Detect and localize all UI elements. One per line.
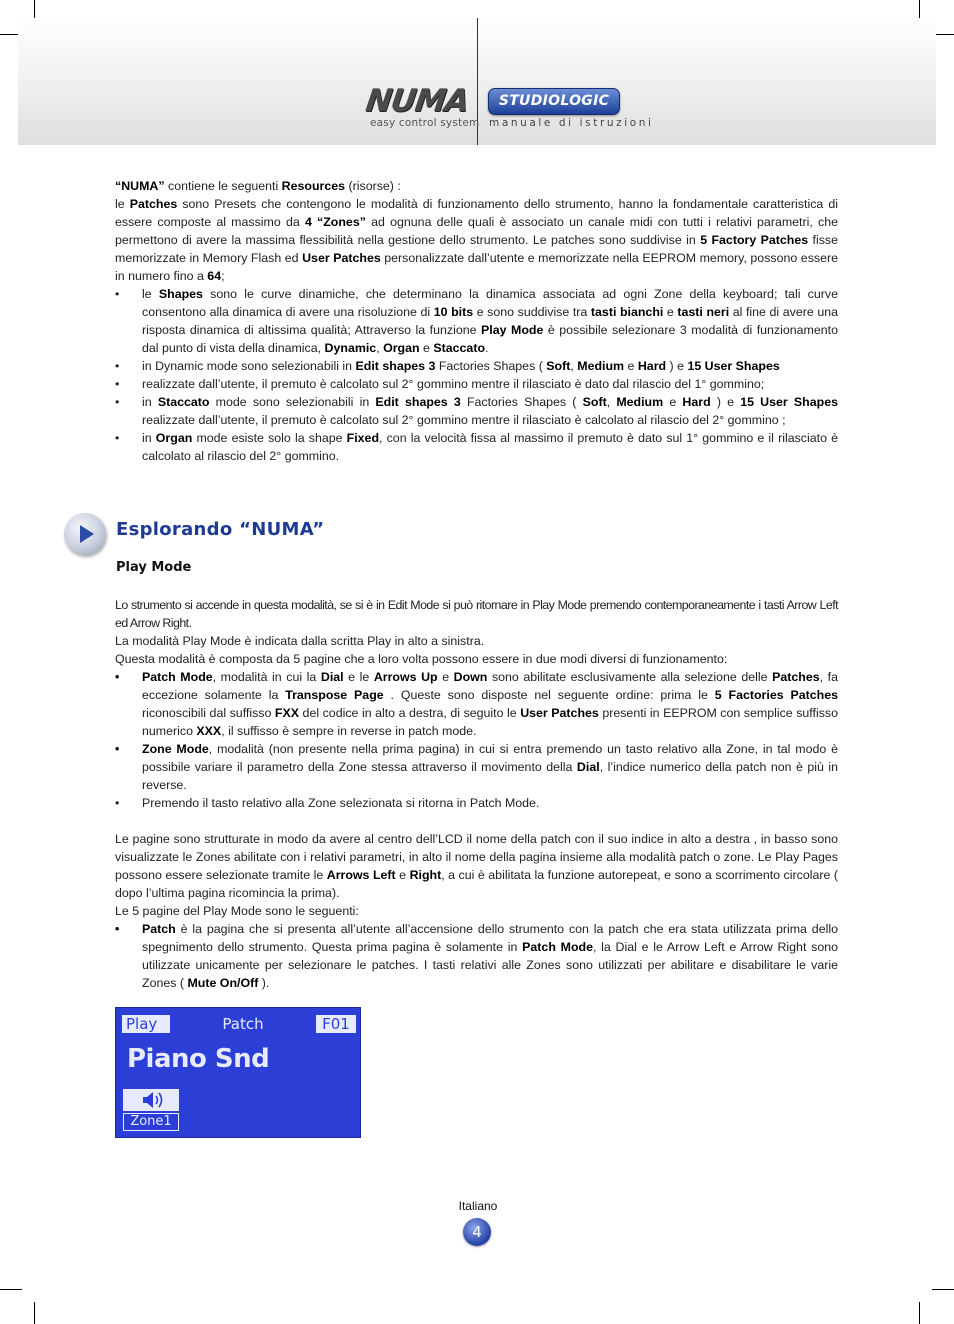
speaker-icon (123, 1089, 179, 1111)
bold-term: Right (409, 868, 442, 882)
list-item-text: in Staccato mode sono selezionabili in Edit shapes 3 Factories Shapes ( Soft, Medium e Hard ) e 15 User Shapes realizzate dall’utente, il premuto è calcolato sul 2° gommino mentre il rilasciato è calcolato al rilascio del 2° gommino ; (142, 395, 838, 427)
paragraph: Lo strumento si accende in questa modalità, se si è in Edit Mode si può ritornare in Play Mode premendo contemporaneamente i tasti Arrow Left ed Arrow Right. (115, 598, 838, 630)
list-item (115, 357, 838, 375)
bold-term: User Patches (302, 251, 381, 265)
bold-term: FXX (274, 706, 300, 720)
bullet-marker: • (115, 359, 120, 373)
crop-mark (932, 1289, 954, 1290)
bold-term: Soft (582, 395, 607, 409)
bold-term: Soft (546, 359, 571, 373)
resources-term: Resources (281, 179, 346, 193)
bold-term: Hard (682, 395, 711, 409)
bold-term: Dial (576, 760, 600, 774)
bold-term: Play Mode (481, 323, 544, 337)
bullet-marker: • (115, 287, 120, 301)
bold-term: 64 (207, 269, 222, 283)
bullet-marker: • (115, 922, 120, 936)
spacer (115, 812, 838, 830)
list-item-text: Patch è la pagina che si presenta all’utente all’accensione dello strumento con la patch che era stata utilizzata prima dello spegnimento dello strumento. Questa prima pagina è solamente in Patch Mode, la Dial e le Arrow Left e Arrow Right sono utilizzate unicamente per selezionare le patches. I tasti relativi alle Zones sono utilizzati per abilitare e disabilitare le varie Zones ( Mute On/Off ). (142, 922, 838, 990)
list-item (115, 794, 838, 812)
text-span: contiene le seguenti (164, 179, 282, 193)
resources-line (115, 177, 838, 195)
paragraph: Le pagine sono strutturate in modo da avere al centro dell’LCD il nome della patch con il suo indice in alto a destra , in basso sono visualizzate le Zones abilitate con i relativi parametri, in alto il nome della pagina insieme alla modalità patch o zone. Le Play Pages possono essere selezionate tramite le Arrows Left e Right, a cui è abilitata la funzione autorepeat, e sono a scorrimento circolare ( dopo l’ultima pagina ricomincia la prima). (115, 832, 839, 900)
bold-term: Organ (155, 431, 193, 445)
bold-term: 5 Factories Patches (714, 688, 838, 702)
lcd-mode-label: Play (122, 1015, 170, 1033)
bold-term: Medium (577, 359, 625, 373)
bold-term: 4 “Zones” (304, 215, 366, 229)
bold-term: tasti neri (677, 305, 730, 319)
lcd-zone-label: Zone1 (123, 1113, 179, 1131)
bold-term: Edit shapes 3 (355, 359, 436, 373)
shapes-list (115, 285, 838, 465)
studiologic-logo: STUDIOLOGIC (488, 88, 620, 115)
paragraph: Questa modalità è composta da 5 pagine che a loro volta possono essere in due modi diversi di funzionamento: (115, 652, 728, 666)
list-item (115, 375, 838, 393)
list-item-text: Zone Mode, modalità (non presente nella prima pagina) in cui si entra premendo un tasto relativo alla Zone, in tal modo è possibile variare il parametro della Zone stessa attraverso il movimento della Dial, l’indice numerico della patch non è più in reverse. (142, 742, 838, 792)
list-item-text: le Shapes sono le curve dinamiche, che determinano la dinamica associata ad ogni Zone della keyboard; tali curve consentono alla dinamica di avere una risoluzione di 10 bits e sono suddivise tra tasti bianchi e tasti neri al fine di avere una risposta dinamica di altissima qualità; Attraverso la funzione Play Mode è possibile selezionare 3 modalità di funzionamento dal punto di vista della dinamica, Dynamic, Organ e Staccato. (142, 287, 838, 355)
play-arrow-icon (64, 513, 106, 555)
bold-term: tasti bianchi (590, 305, 664, 319)
bold-term: Dial (320, 670, 344, 684)
bullet-marker: • (115, 742, 120, 756)
bullet-marker: • (115, 395, 120, 409)
bold-term: Dynamic (324, 341, 377, 355)
logo-tagline: easy control system (370, 117, 480, 129)
patches-paragraph: le Patches sono Presets che contengono le modalità di funzionamento dello strumento, hanno la fondamentale caratteristica di essere composte al massimo da 4 “Zones” ad ognuna delle quali è associato un canale midi con tutti i relativi parametri, che permettono di avere la massima flessibilità nella gestione dello strumento. Le patches sono suddivise in 5 Factory Patches fisse memorizzate in Memory Flash ed User Patches personalizzate dall’utente e memorizzate nella EEPROM memory, possono essere in numero fino a 64; (115, 197, 839, 283)
list-item (115, 920, 838, 992)
bold-term: Down (453, 670, 488, 684)
bold-term: Zone Mode (142, 742, 209, 756)
bold-term: Patch Mode (142, 670, 213, 684)
bold-term: 15 User Shapes (740, 395, 838, 409)
mode-list (115, 668, 838, 812)
speaker-icon-svg (123, 1089, 179, 1111)
bold-term: Patches (129, 197, 178, 211)
list-item-text: realizzate dall’utente, il premuto è calcolato sul 2° gommino mentre il rilasciato è dato dal rilascio del 1° gommino; (142, 377, 765, 391)
bold-term: Medium (616, 395, 664, 409)
bold-term: Patches (772, 670, 820, 684)
bullet-marker: • (115, 670, 120, 684)
bullet-marker: • (115, 377, 120, 391)
list-item (115, 740, 838, 794)
bold-term: Hard (637, 359, 667, 373)
paragraph: La modalità Play Mode è indicata dalla scritta Play in alto a sinistra. (115, 634, 485, 648)
list-item (115, 285, 838, 357)
bold-term: XXX (196, 724, 222, 738)
bold-term: 10 bits (433, 305, 474, 319)
footer-language: Italiano (458, 1199, 498, 1213)
lcd-top-bar (122, 1015, 356, 1033)
paragraph: Le 5 pagine del Play Mode sono le seguenti: (115, 904, 359, 918)
bold-term: Patch (142, 922, 176, 936)
bullet-marker: • (115, 431, 120, 445)
bullet-marker: • (115, 796, 120, 810)
lcd-display (115, 1007, 361, 1138)
bold-term: Staccato (157, 395, 210, 409)
bold-term: Shapes (158, 287, 203, 301)
bold-term: 5 Factory Patches (700, 233, 809, 247)
list-item (115, 393, 838, 429)
bold-term: Staccato (433, 341, 486, 355)
lcd-patch-name: Piano Snd (127, 1044, 270, 1074)
list-item-text: Premendo il tasto relativo alla Zone selezionata si ritorna in Patch Mode. (142, 796, 540, 810)
pages-list (115, 920, 838, 992)
numa-logo: NUMA (363, 83, 471, 119)
bold-term: Arrows Up (373, 670, 438, 684)
list-item (115, 429, 838, 465)
play-triangle (80, 525, 94, 543)
list-item-text: in Organ mode esiste solo la shape Fixed, con la velocità fissa al massimo il premuto è dato sul 1° gommino e il rilasciato è calcolato al rilascio del 2° gommino. (142, 431, 838, 463)
page-number: 4 (463, 1218, 491, 1246)
numa-quote: “NUMA” (115, 179, 165, 193)
bold-term: Transpose Page (285, 688, 384, 702)
lcd-page-label: Patch (222, 1015, 264, 1033)
subsection-title: Play Mode (116, 560, 192, 575)
intro-text (115, 177, 838, 465)
crop-mark (919, 1302, 920, 1324)
bold-term: Patch Mode (522, 940, 593, 954)
bold-term: 15 User Shapes (687, 359, 780, 373)
crop-mark (0, 1289, 22, 1290)
bold-term: Fixed (346, 431, 380, 445)
list-item-text: Patch Mode, modalità in cui la Dial e le Arrows Up e Down sono abilitate esclusivamente alla selezione delle Patches, fa eccezione solamente la Transpose Page . Queste sono disposte nel seguente ordine: prima le 5 Factories Patches riconoscibili dal suffisso FXX del codice in alto a destra, di seguito le User Patches presenti in EEPROM con semplice suffisso numerico XXX, il suffisso è sempre in reverse in patch mode. (142, 670, 838, 738)
bold-term: User Patches (520, 706, 599, 720)
bold-term: Organ (383, 341, 420, 355)
playmode-text (115, 596, 838, 992)
lcd-patch-code: F01 (316, 1015, 356, 1033)
bold-term: Edit shapes 3 (375, 395, 461, 409)
bold-term: Mute On/Off (187, 976, 259, 990)
list-item-text: in Dynamic mode sono selezionabili in Edit shapes 3 Factories Shapes ( Soft, Medium e Hard ) e 15 User Shapes (142, 359, 780, 373)
section-title: Esplorando “NUMA” (116, 519, 325, 540)
crop-mark (34, 1302, 35, 1324)
bold-term: Arrows Left (326, 868, 396, 882)
manual-label: manuale di istruzioni (489, 117, 654, 129)
text-span: (risorse) : (345, 179, 401, 193)
list-item (115, 668, 838, 740)
